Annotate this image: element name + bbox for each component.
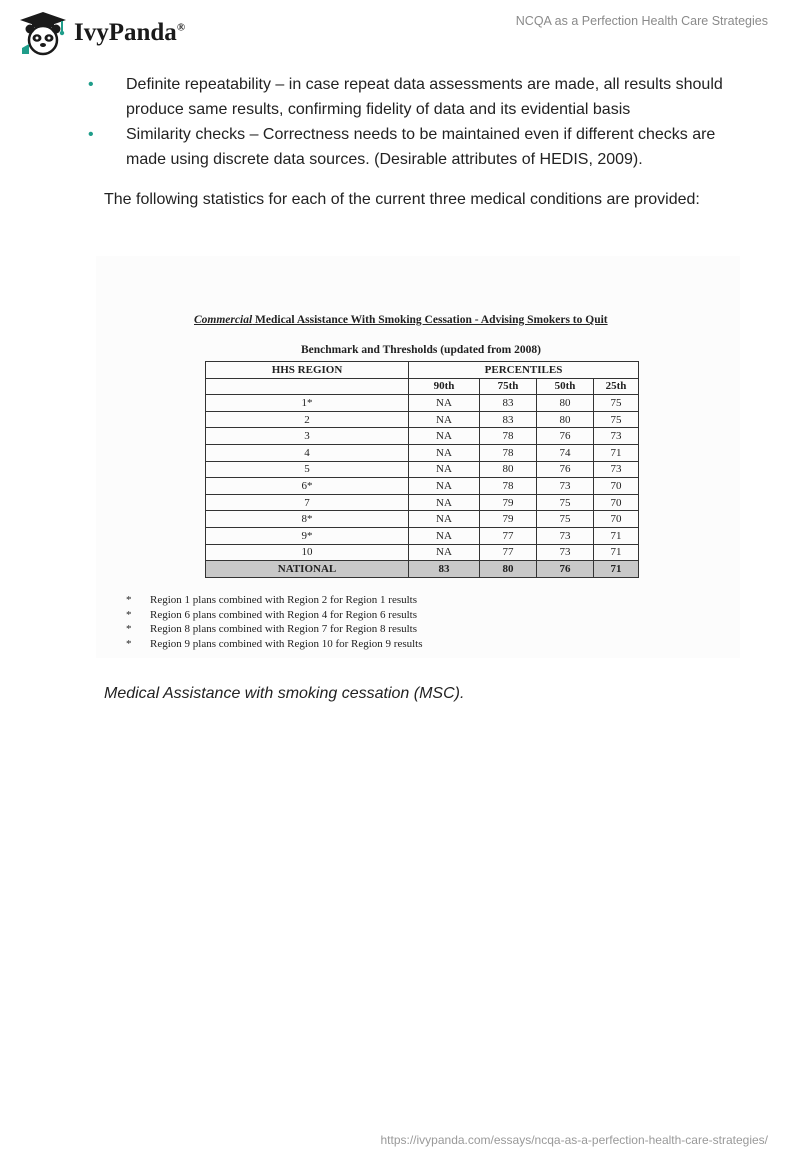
p50-cell: 73: [537, 544, 594, 561]
p50-cell: 76: [537, 561, 594, 578]
p75-cell: 79: [480, 494, 537, 511]
table-row: [206, 411, 639, 428]
column-header-percentiles: PERCENTILES: [409, 362, 639, 379]
p90-cell: NA: [409, 494, 480, 511]
footnote: * Region 9 plans combined with Region 10 for Region 9 results: [126, 637, 423, 650]
region-cell: 7: [206, 494, 409, 511]
region-cell: NATIONAL: [206, 561, 409, 578]
table-row: [206, 494, 639, 511]
p25-cell: 71: [594, 544, 639, 561]
p90-cell: NA: [409, 444, 480, 461]
p25-cell: 75: [594, 395, 639, 412]
bullet-item: • Similarity checks – Correctness needs to be maintained even if different checks are made using discrete data sources. (Desirable attributes of HEDIS, 2009).: [86, 122, 736, 172]
figure-title: Commercial Medical Assistance With Smoking Cessation - Advising Smokers to Quit: [194, 314, 608, 326]
p25-cell: 70: [594, 511, 639, 528]
p25-cell: 73: [594, 428, 639, 445]
column-header-25th: 25th: [594, 378, 639, 395]
p50-cell: 80: [537, 395, 594, 412]
p75-cell: 78: [480, 428, 537, 445]
p90-cell: NA: [409, 511, 480, 528]
table-row: [206, 444, 639, 461]
footnote: * Region 1 plans combined with Region 2 for Region 1 results: [126, 594, 418, 606]
footnote: * Region 6 plans combined with Region 4 for Region 6 results: [126, 608, 418, 621]
p25-cell: 70: [594, 494, 639, 511]
p75-cell: 83: [480, 395, 537, 412]
bullet-dot-icon: •: [88, 126, 94, 143]
table-row: [206, 511, 639, 528]
p25-cell: 71: [594, 561, 639, 578]
p90-cell: NA: [409, 527, 480, 544]
table-header-row: [206, 362, 639, 379]
document-title: NCQA as a Perfection Health Care Strategies: [515, 14, 768, 28]
table-row: [206, 544, 639, 561]
p50-cell: 80: [537, 411, 594, 428]
benchmark-figure: [96, 256, 740, 658]
p50-cell: 76: [537, 461, 594, 478]
region-cell: 1*: [206, 395, 409, 412]
p25-cell: 71: [594, 527, 639, 544]
p25-cell: 71: [594, 444, 639, 461]
brand-logo[interactable]: [18, 10, 185, 56]
national-row: [206, 561, 639, 578]
panda-mascot-icon: [18, 10, 68, 56]
p75-cell: 79: [480, 511, 537, 528]
brand-name: IvyPanda®: [74, 19, 186, 46]
footnote: * Region 8 plans combined with Region 7 for Region 8 results: [126, 623, 418, 636]
region-cell: 4: [206, 444, 409, 461]
column-header-50th: 50th: [537, 378, 594, 395]
empty-cell: [206, 378, 409, 395]
region-cell: 5: [206, 461, 409, 478]
intro-paragraph: The following statistics for each of the current three medical conditions are provided:: [104, 191, 700, 208]
p25-cell: 70: [594, 478, 639, 495]
column-header-75th: 75th: [480, 378, 537, 395]
figure-caption: Medical Assistance with smoking cessation (MSC).: [104, 685, 465, 702]
p75-cell: 83: [480, 411, 537, 428]
region-cell: 9*: [206, 527, 409, 544]
p90-cell: 83: [409, 561, 480, 578]
region-cell: 6*: [206, 478, 409, 495]
p90-cell: NA: [409, 544, 480, 561]
p50-cell: 76: [537, 428, 594, 445]
region-cell: 2: [206, 411, 409, 428]
figure-subtitle: Benchmark and Thresholds (updated from 2008): [301, 344, 541, 356]
column-header-90th: 90th: [409, 378, 480, 395]
column-header-region: HHS REGION: [206, 362, 409, 379]
p75-cell: 78: [480, 478, 537, 495]
p75-cell: 80: [480, 461, 537, 478]
bullet-list: [86, 72, 736, 172]
p90-cell: NA: [409, 411, 480, 428]
p50-cell: 73: [537, 527, 594, 544]
p90-cell: NA: [409, 461, 480, 478]
p25-cell: 75: [594, 411, 639, 428]
p50-cell: 75: [537, 511, 594, 528]
p50-cell: 74: [537, 444, 594, 461]
region-cell: 10: [206, 544, 409, 561]
table-row: [206, 428, 639, 445]
bullet-dot-icon: •: [88, 76, 94, 93]
p90-cell: NA: [409, 395, 480, 412]
region-cell: 8*: [206, 511, 409, 528]
p75-cell: 77: [480, 544, 537, 561]
footnotes: [126, 593, 423, 651]
p50-cell: 75: [537, 494, 594, 511]
table-subheader-row: [206, 378, 639, 395]
p50-cell: 73: [537, 478, 594, 495]
p90-cell: NA: [409, 478, 480, 495]
source-url-link[interactable]: https://ivypanda.com/essays/ncqa-as-a-perfection-health-care-strategies/: [380, 1133, 768, 1147]
p25-cell: 73: [594, 461, 639, 478]
p75-cell: 77: [480, 527, 537, 544]
p90-cell: NA: [409, 428, 480, 445]
benchmark-table: [205, 361, 639, 578]
table-row: [206, 395, 639, 412]
p75-cell: 78: [480, 444, 537, 461]
bullet-item: • Definite repeatability – in case repeat data assessments are made, all results should produce same results, confirming fidelity of data and its evidential basis: [86, 72, 736, 122]
region-cell: 3: [206, 428, 409, 445]
table-row: [206, 461, 639, 478]
table-row: [206, 527, 639, 544]
p75-cell: 80: [480, 561, 537, 578]
table-row: [206, 478, 639, 495]
